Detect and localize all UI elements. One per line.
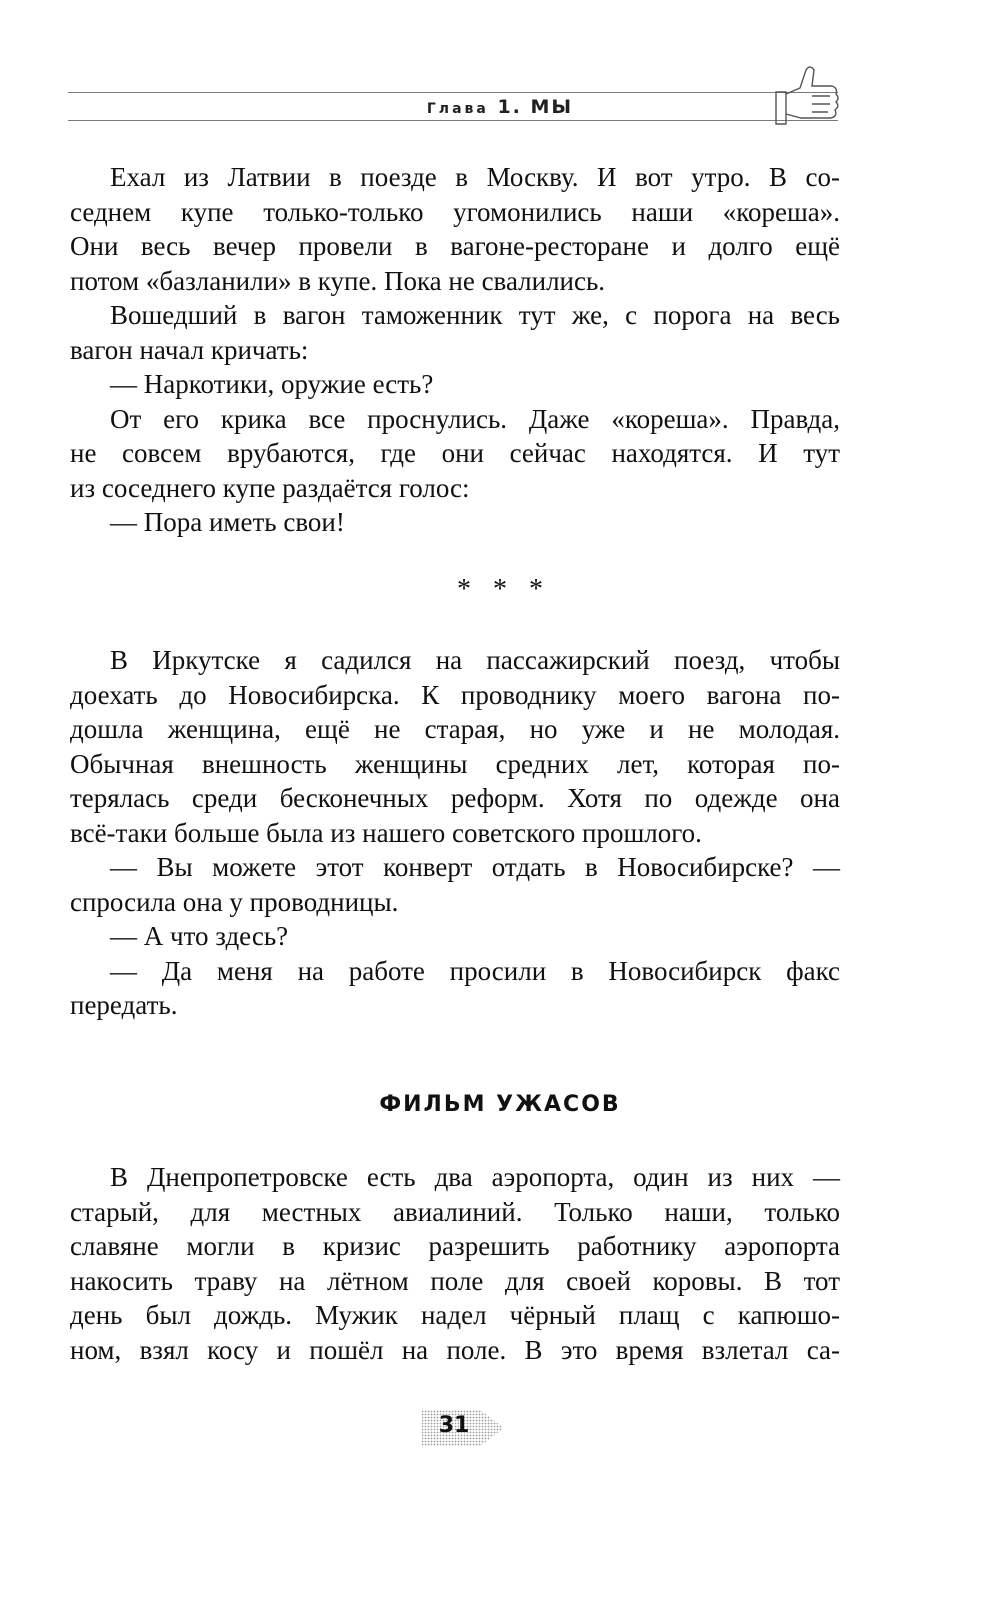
running-header	[0, 96, 1000, 118]
story-1-line: из соседнего купе раздаётся голос:	[70, 472, 470, 503]
page-number-badge	[418, 1404, 508, 1452]
story-1	[70, 160, 840, 540]
story-2-line: В Иркутске я садился на пассажирский поезд, чтобы	[110, 645, 840, 675]
story-3	[70, 1160, 840, 1367]
running-header-chapter-word: Глава	[426, 101, 489, 117]
story-1-line: — Наркотики, оружие есть?	[110, 369, 434, 399]
header-rule-bottom	[68, 120, 838, 121]
story-2-line: Обычная внешность женщины средних лет, которая по-	[70, 748, 840, 779]
story-2-line: терялась среди бесконечных реформ. Хотя по одежде она	[70, 783, 840, 813]
story-2-line: передать.	[70, 990, 178, 1020]
story-2-line: — А что здесь?	[110, 921, 289, 951]
section-divider: ***	[457, 574, 565, 605]
story-2-line: — Да меня на работе просили в Новосибирск факс	[110, 955, 840, 986]
story-2-line: — Вы можете этот конверт отдать в Новосибирске? —	[110, 852, 840, 882]
story-3-line: старый, для местных авиалиний. Только наши, только	[70, 1196, 840, 1227]
story-1-line: седнем купе только-только угомонились наши «кореша».	[70, 196, 840, 227]
story-3-line: В Днепропетровске есть два аэропорта, один из них —	[110, 1162, 840, 1192]
running-header-chapter-rest: 1. МЫ	[488, 96, 574, 118]
story-2-line: доехать до Новосибирска. К проводнику моего вагона по-	[70, 679, 840, 710]
story-3-line: день был дождь. Мужик надел чёрный плащ с капюшо-	[70, 1300, 840, 1330]
story-3-line: славяне могли в кризис разрешить работнику аэропорта	[70, 1231, 840, 1261]
story-1-line: Вошедший в вагон таможенник тут же, с порога на весь	[110, 300, 840, 330]
story-2-line: спросила она у проводницы.	[70, 886, 399, 917]
thumbs-up-icon	[772, 62, 842, 128]
story-2	[70, 643, 840, 1023]
story-3-line: накосить траву на лётном поле для своей коровы. В тот	[70, 1265, 840, 1296]
page-number: 31	[438, 1413, 470, 1438]
story-2-line: всё-таки больше была из нашего советского прошлого.	[70, 817, 702, 848]
story-1-line: вагон начал кричать:	[70, 334, 309, 365]
story-1-line: От его крика все проснулись. Даже «кореша». Правда,	[110, 403, 840, 434]
section-title: ФИЛЬМ УЖАСОВ	[379, 1092, 621, 1117]
story-1-line: потом «базланили» в купе. Пока не свалились.	[70, 265, 606, 296]
story-1-line: не совсем врубаются, где они сейчас находятся. И тут	[70, 438, 840, 468]
story-3-line: ном, взял косу и пошёл на поле. В это время взлетал са-	[70, 1334, 840, 1365]
story-2-line: дошла женщина, ещё не старая, но уже и не молодая.	[70, 714, 840, 744]
story-1-line: Ехал из Латвии в поезде в Москву. И вот утро. В со-	[110, 162, 840, 192]
story-1-line: — Пора иметь свои!	[110, 507, 345, 537]
story-1-line: Они весь вечер провели в вагоне-ресторане и долго ещё	[70, 231, 840, 261]
header-rule-top	[68, 92, 838, 93]
